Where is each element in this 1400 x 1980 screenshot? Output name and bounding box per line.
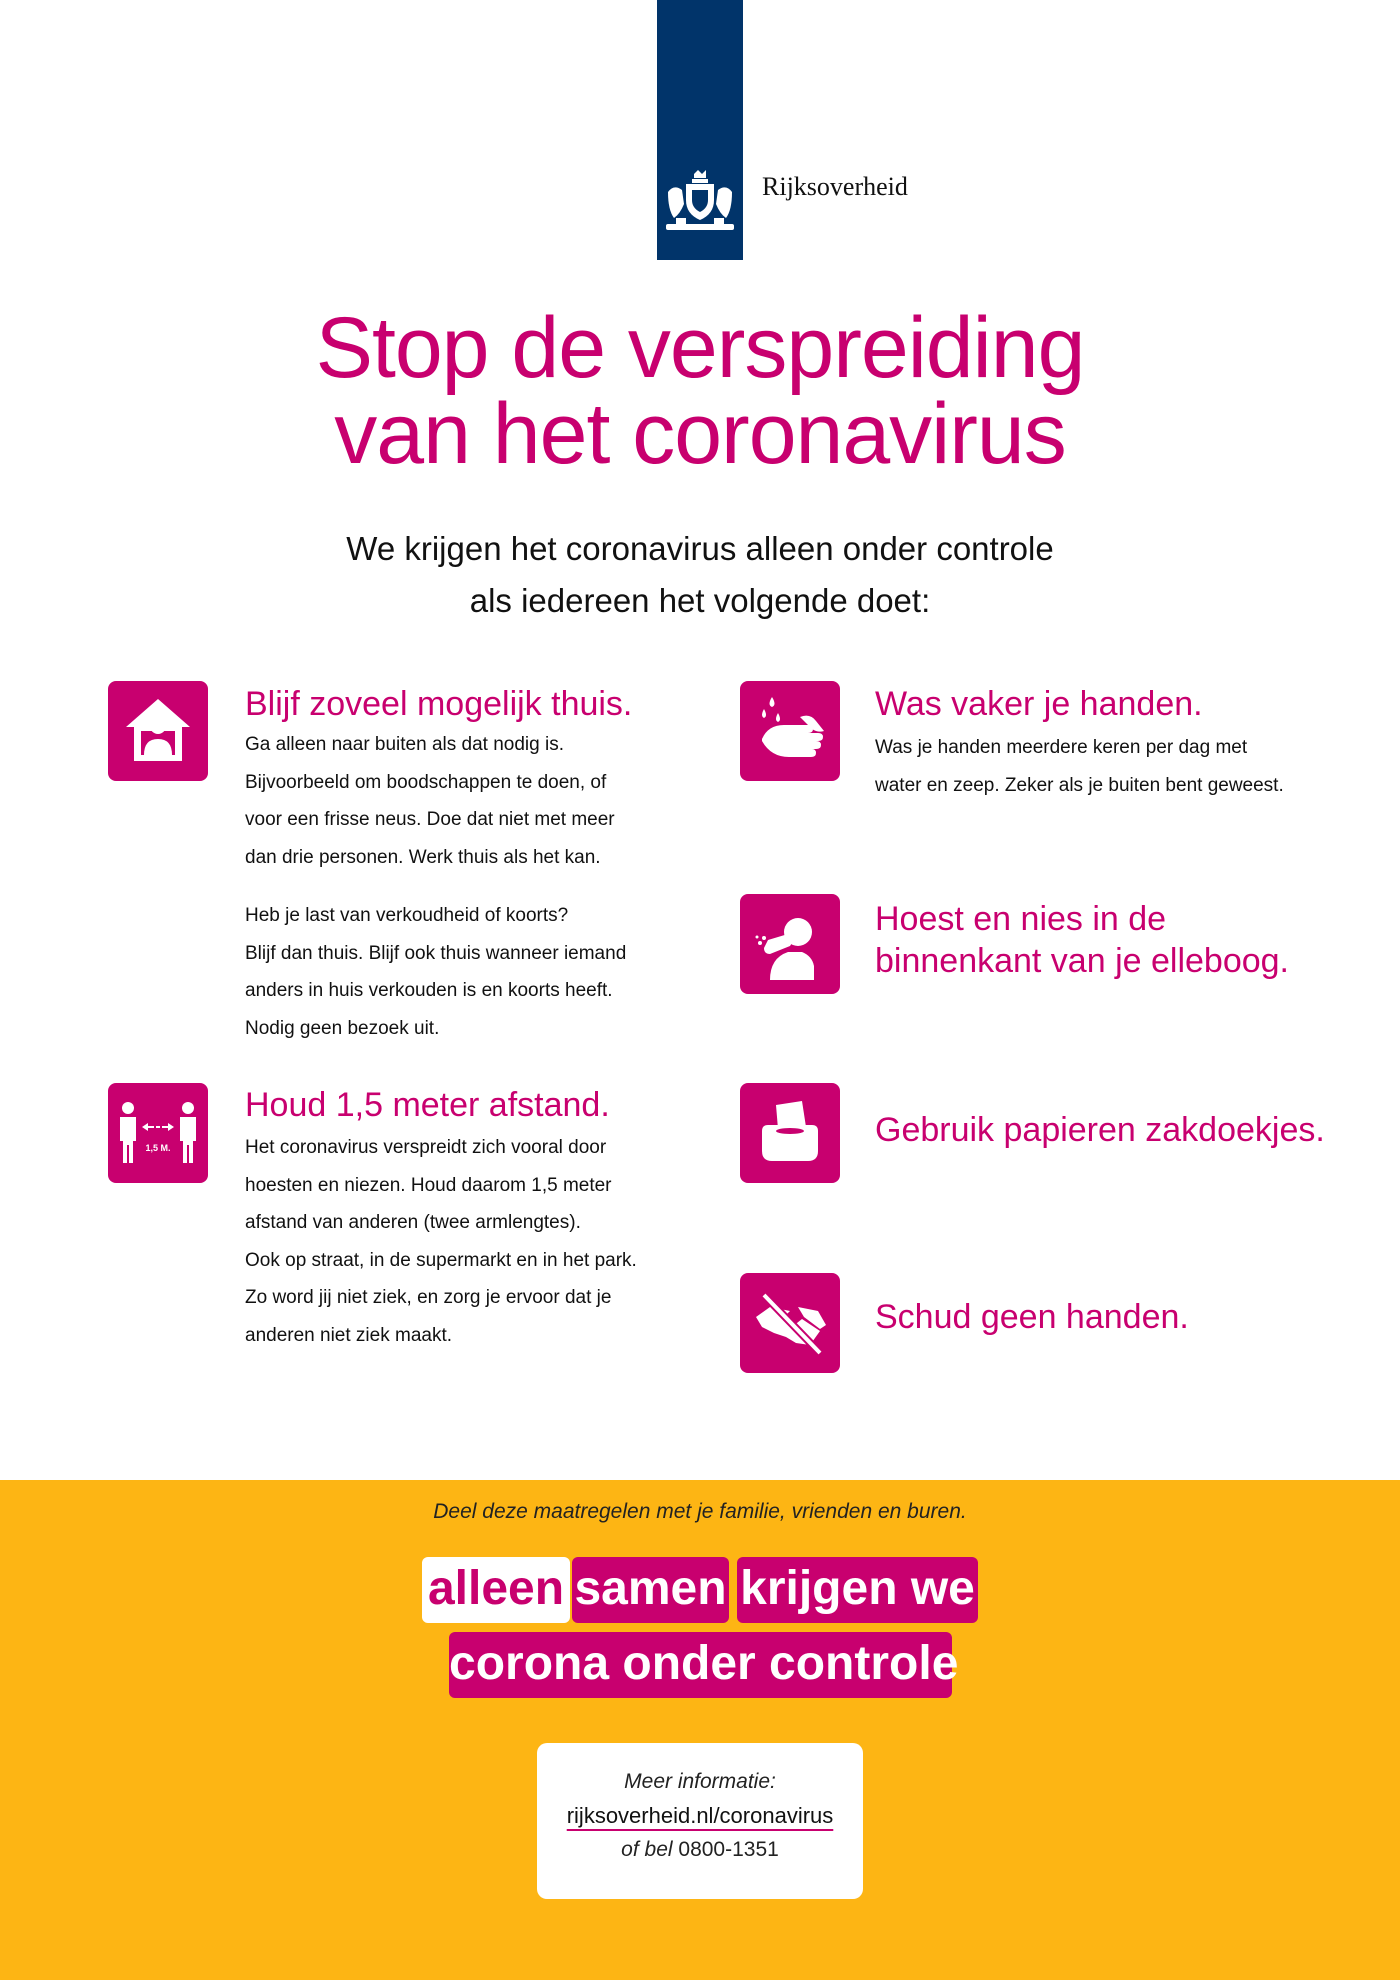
social-distance-icon <box>108 1083 208 1183</box>
text-line: voor een frisse neus. Doe dat niet met meer <box>245 809 615 830</box>
title-line-1: Stop de verspreiding <box>315 300 1085 396</box>
hand-washing-icon <box>740 681 840 781</box>
intro-line-2: als iedereen het volgende doet: <box>469 582 931 619</box>
text-line: water en zeep. Zeker als je buiten bent geweest. <box>875 774 1284 796</box>
text-line: Ook op straat, in de supermarkt en in het park. <box>245 1249 637 1271</box>
coat-of-arms-icon <box>662 170 738 236</box>
wash-hands-body <box>875 729 1284 804</box>
stay-home-heading: Blijf zoveel mogelijk thuis. <box>245 685 633 723</box>
no-handshake-icon <box>740 1273 840 1373</box>
cough-elbow-icon <box>740 894 840 994</box>
text-line: Bijvoorbeeld om boodschappen te doen, of <box>245 771 607 793</box>
text-line: afstand van anderen (twee armlengtes). <box>245 1212 581 1233</box>
info-link[interactable]: rijksoverheid.nl/coronavirus <box>566 1803 834 1828</box>
text-line: anderen niet ziek maakt. <box>245 1324 453 1346</box>
tissues-heading: Gebruik papieren zakdoekjes. <box>875 1111 1325 1149</box>
info-label: Meer informatie: <box>624 1770 776 1793</box>
tissue-box-icon <box>740 1083 840 1183</box>
heading-line: Hoest en nies in de <box>875 900 1167 938</box>
slogan-word-krijgen-we: krijgen we <box>737 1557 978 1623</box>
title-line-2: van het coronavirus <box>334 386 1066 482</box>
info-phone <box>537 1838 863 1862</box>
text-line: Nodig geen bezoek uit. <box>245 1017 440 1039</box>
no-handshake-heading: Schud geen handen. <box>875 1298 1189 1336</box>
text-line: hoesten en niezen. Houd daarom 1,5 meter <box>245 1174 612 1196</box>
page-title <box>0 300 1400 482</box>
intro-line-1: We krijgen het coronavirus alleen onder controle <box>346 530 1054 567</box>
heading-line: binnenkant van je elleboog. <box>875 942 1289 980</box>
footer-band <box>0 1480 1400 1980</box>
distance-label: 1,5 M. <box>145 1143 171 1153</box>
text-line: Blijf dan thuis. Blijf ook thuis wanneer iemand <box>245 942 627 964</box>
text-line: anders in huis verkouden is en koorts heeft. <box>245 980 613 1001</box>
wash-hands-heading: Was vaker je handen. <box>875 685 1203 723</box>
intro-text <box>0 523 1400 627</box>
distance-body <box>245 1129 637 1354</box>
stay-home-body <box>245 726 615 876</box>
phone-prefix: of bel <box>621 1838 673 1861</box>
phone-number: 0800-1351 <box>678 1838 779 1861</box>
slogan-line-2: corona onder controle <box>449 1632 952 1698</box>
brand-name: Rijksoverheid <box>762 172 908 201</box>
house-person-icon <box>108 681 208 781</box>
slogan-word-samen: samen <box>572 1557 729 1623</box>
text-line: Heb je last van verkoudheid of koorts? <box>245 905 569 926</box>
stay-home-sick-body <box>245 897 626 1047</box>
text-line: Zo word jij niet ziek, en zorg je ervoor dat je <box>245 1287 612 1308</box>
logo-bar <box>657 0 743 260</box>
slogan-word-alleen: alleen <box>422 1557 570 1623</box>
text-line: Het coronavirus verspreidt zich vooral door <box>245 1137 607 1158</box>
text-line: dan drie personen. Werk thuis als het kan. <box>245 846 601 868</box>
share-text: Deel deze maatregelen met je familie, vrienden en buren. <box>433 1500 967 1523</box>
text-line: Was je handen meerdere keren per dag met <box>875 737 1248 758</box>
cough-heading <box>875 898 1289 982</box>
text-line: Ga alleen naar buiten als dat nodig is. <box>245 734 564 755</box>
distance-heading: Houd 1,5 meter afstand. <box>245 1086 610 1124</box>
